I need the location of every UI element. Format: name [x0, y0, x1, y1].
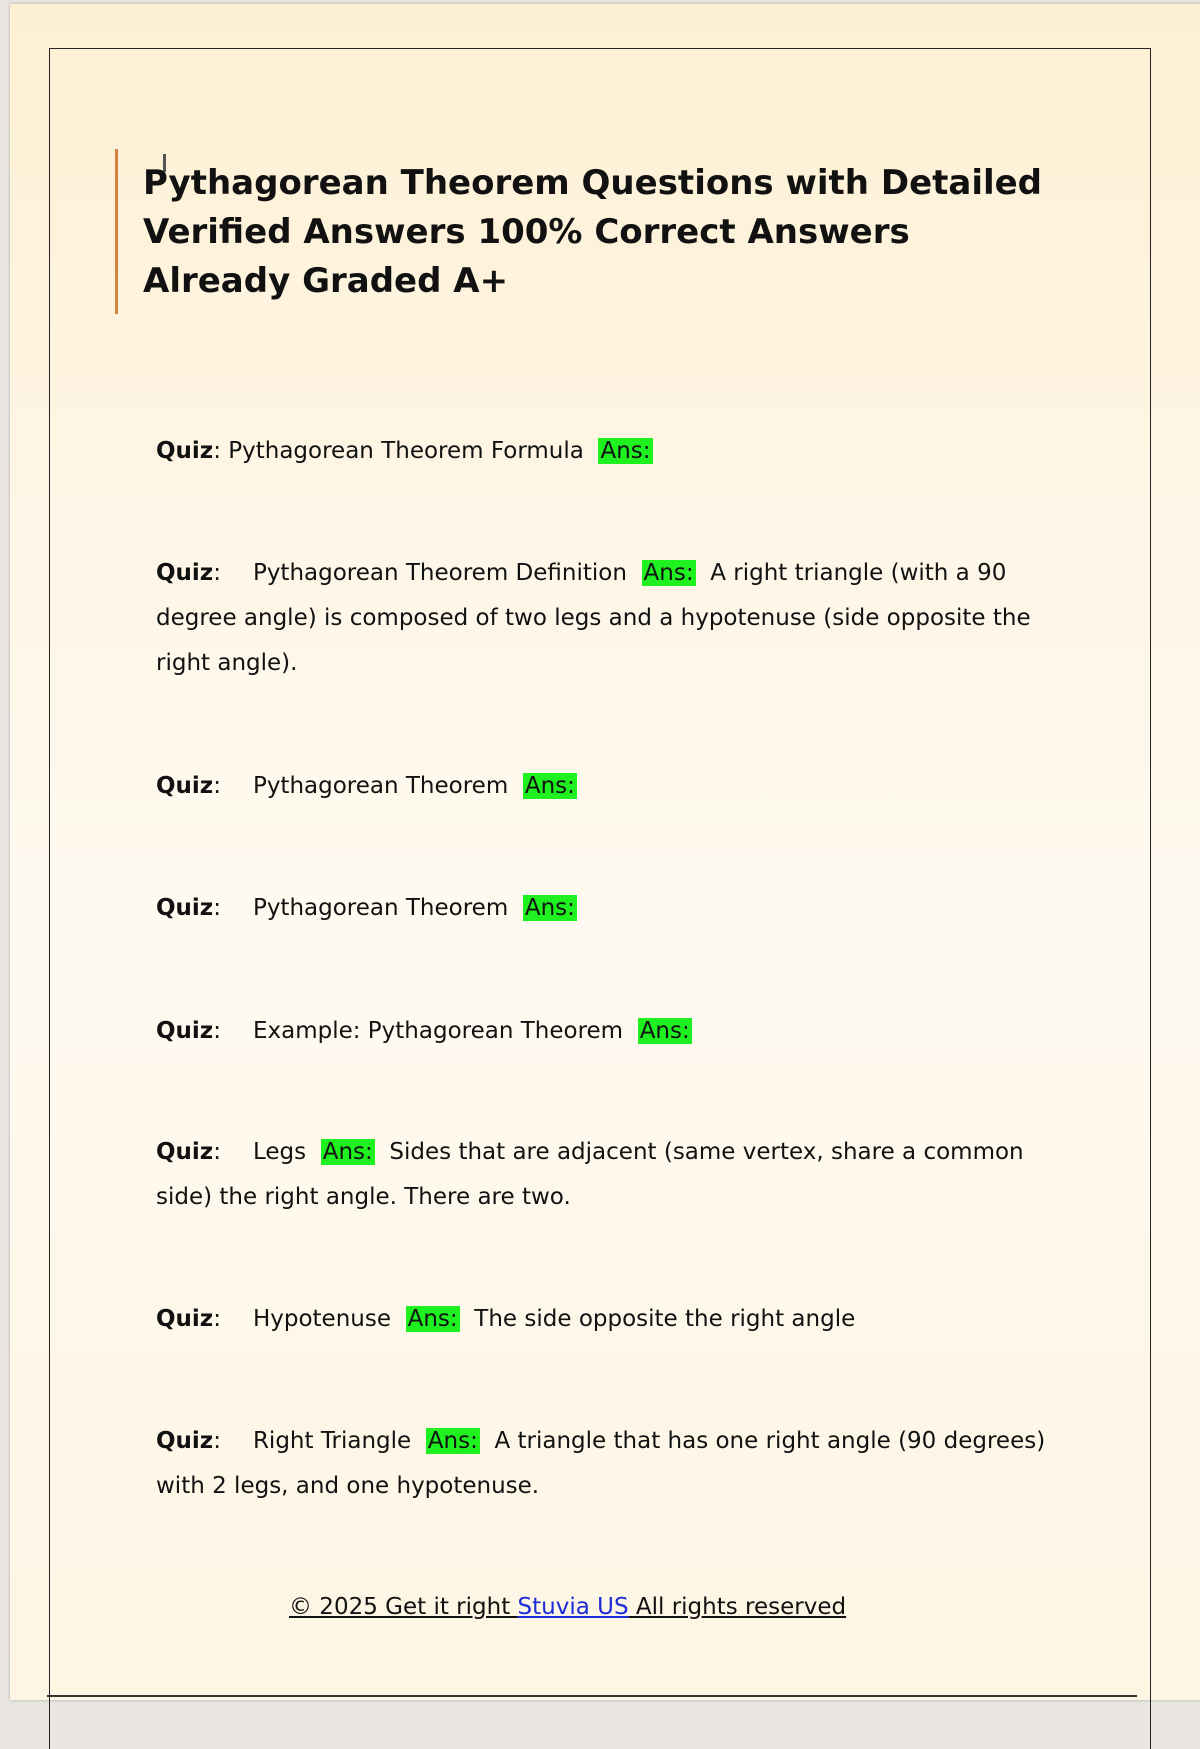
title-block [115, 149, 1063, 314]
copyright-footer [289, 1594, 846, 1620]
answer-tag: Ans: [407, 1306, 458, 1332]
quiz-label: Quiz [156, 560, 214, 586]
quiz-label: Quiz [156, 438, 214, 464]
quiz-item: Quiz: Hypotenuse Ans: The side opposite the right angle [156, 1306, 856, 1332]
quiz-item: Quiz: Pythagorean Theorem Formula Ans: [156, 438, 651, 464]
quiz-answer: A right triangle (with a 90 degree angle) is composed of two legs and a hypotenuse (side opposite the right angle). [156, 560, 1031, 676]
quiz-label: Quiz [156, 773, 214, 799]
quiz-label: Quiz [156, 1139, 214, 1165]
quiz-item: Quiz: Legs Ans: Sides that are adjacent (same vertex, share a common side) the right angle. There are two. [156, 1139, 1024, 1210]
quiz-question: Right Triangle [252, 1428, 412, 1454]
quiz-item: Quiz: Example: Pythagorean Theorem Ans: [156, 1018, 690, 1044]
quiz-question: Pythagorean Theorem [252, 773, 509, 799]
answer-tag: Ans: [322, 1139, 373, 1165]
answer-tag: Ans: [524, 895, 575, 921]
quiz-label: Quiz [156, 1018, 214, 1044]
quiz-item: Quiz: Pythagorean Theorem Ans: [156, 895, 575, 921]
quiz-label: Quiz [156, 1306, 214, 1332]
quiz-question: Legs [252, 1139, 307, 1165]
quiz-label: Quiz [156, 895, 214, 921]
answer-tag: Ans: [600, 438, 651, 464]
quiz-answer: The side opposite the right angle [474, 1306, 856, 1332]
quiz-question: Example: Pythagorean Theorem [252, 1018, 624, 1044]
page-bottom-rule [47, 1695, 1137, 1697]
answer-tag: Ans: [639, 1018, 690, 1044]
quiz-item: Quiz: Pythagorean Theorem Definition Ans: A right triangle (with a 90 degree angle) is composed of two legs and a hypotenuse (side opposite the right angle). [156, 560, 1031, 676]
footer-suffix: All rights reserved [628, 1594, 847, 1620]
stuvia-link[interactable]: Stuvia US [517, 1594, 629, 1620]
document-page [10, 4, 1200, 1700]
quiz-question: Pythagorean Theorem Definition [252, 560, 627, 586]
answer-tag: Ans: [524, 773, 575, 799]
answer-tag: Ans: [643, 560, 694, 586]
quiz-item: Quiz: Right Triangle Ans: A triangle that has one right angle (90 degrees) with 2 legs, and one hypotenuse. [156, 1428, 1046, 1499]
quiz-item: Quiz: Pythagorean Theorem Ans: [156, 773, 575, 799]
quiz-label: Quiz [156, 1428, 214, 1454]
page-title: Pythagorean Theorem Questions with Detailed Verified Answers 100% Correct Answers Already Graded A+ [143, 163, 1043, 301]
answer-tag: Ans: [427, 1428, 478, 1454]
quiz-question: Hypotenuse [252, 1306, 391, 1332]
footer-prefix: © 2025 Get it right [289, 1594, 518, 1620]
quiz-answer: A triangle that has one right angle (90 degrees) with 2 legs, and one hypotenuse. [156, 1428, 1046, 1499]
quiz-question: Pythagorean Theorem Formula [228, 438, 584, 464]
quiz-answer: Sides that are adjacent (same vertex, share a common side) the right angle. There are two. [156, 1139, 1024, 1210]
quiz-question: Pythagorean Theorem [252, 895, 509, 921]
